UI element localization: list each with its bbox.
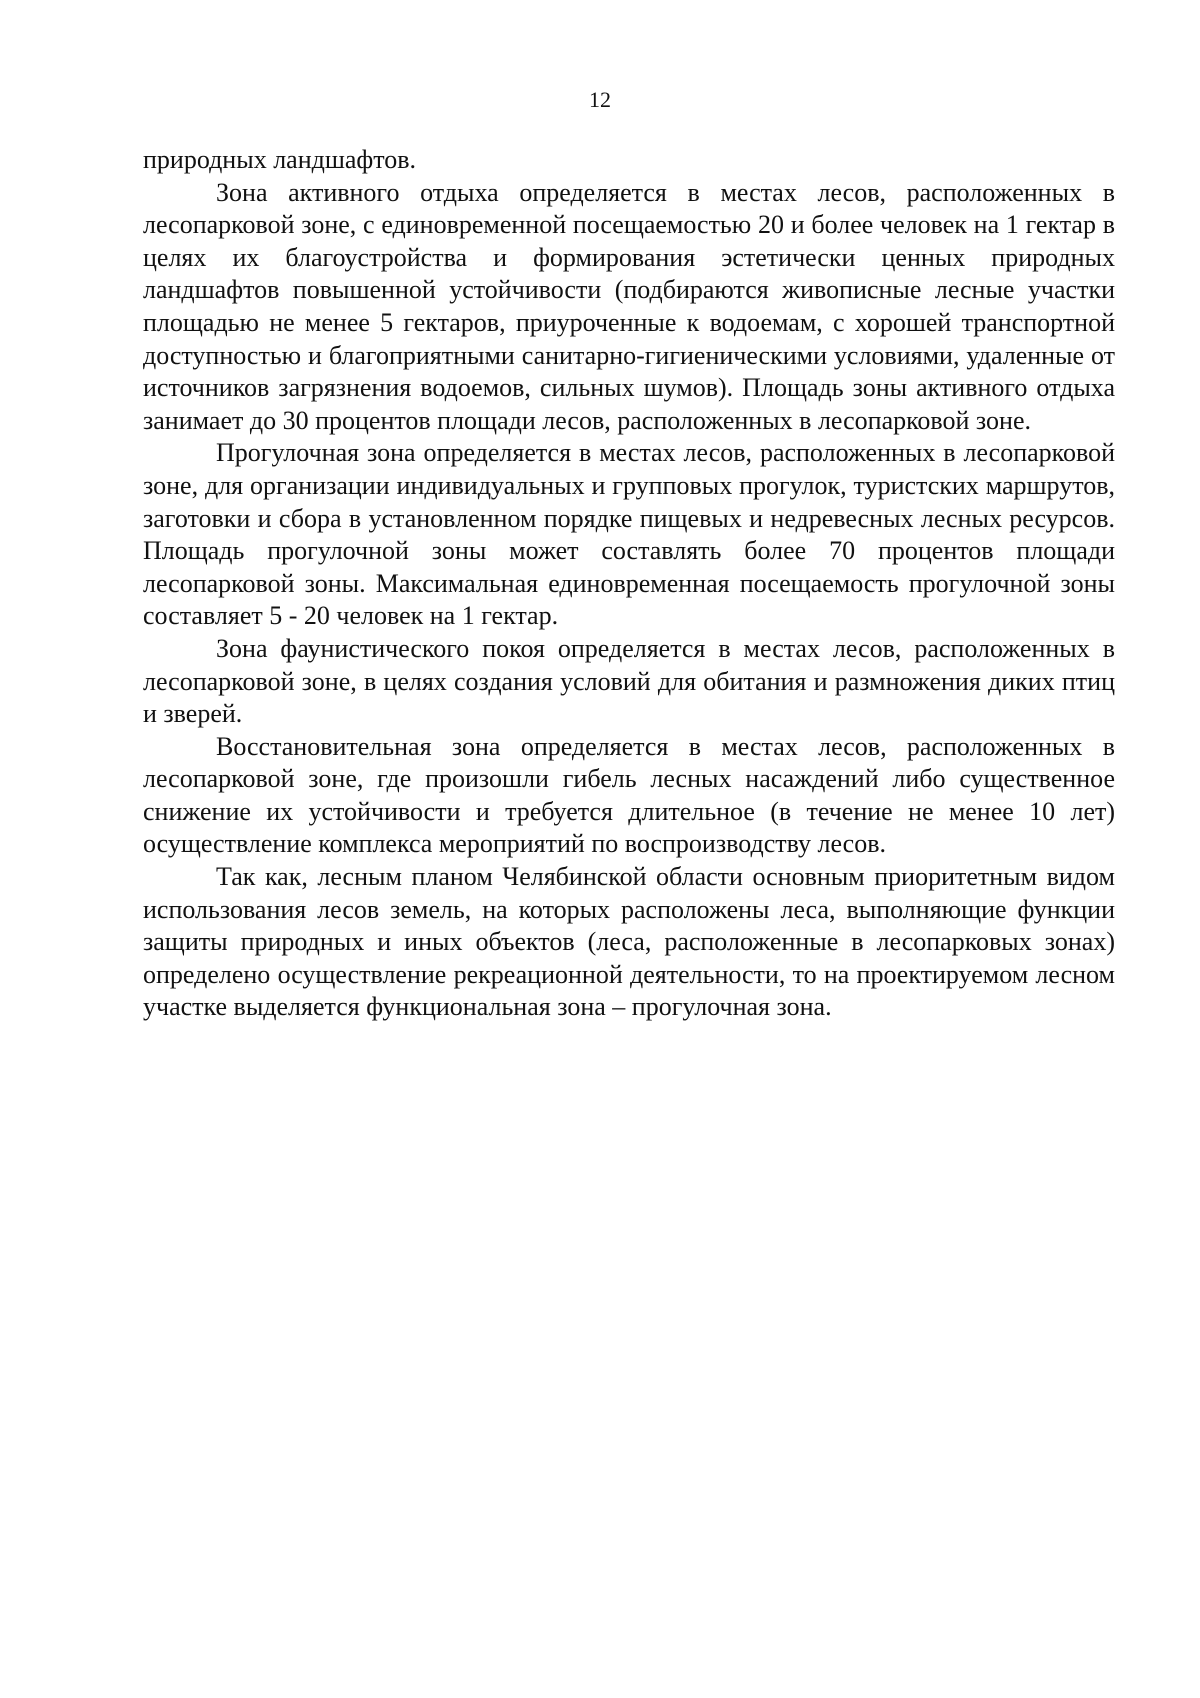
body-text [143, 144, 1115, 1024]
paragraph-continuation: природных ландшафтов. [143, 145, 417, 174]
paragraph-conclusion: Так как, лесным планом Челябинской области основным приоритетным видом использования лесов земель, на которых расположены леса, выполняющие функции защиты природных и иных объектов (леса, расположенные в лесопарковых зонах) определено осуществление рекреационной деятельности, то на проектируемом лесном участке выделяется функциональная зона – прогулочная зона. [143, 862, 1115, 1022]
paragraph-active-recreation-zone: Зона активного отдыха определяется в местах лесов, расположенных в лесопарковой зоне, с единовременной посещаемостью 20 и более человек на 1 гектар в целях их благоустройства и формирования эстетически ценных природных ландшафтов повышенной устойчивости (подбираются живописные лесные участки площадью не менее 5 гектаров, приуроченные к водоемам, с хорошей транспортной доступностью и благоприятными санитарно-гигиеническими условиями, удаленные от источников загрязнения водоемов, сильных шумов). Площадь зоны активного отдыха занимает до 30 процентов площади лесов, расположенных в лесопарковой зоне. [143, 177, 1115, 435]
paragraph-restoration-zone: Восстановительная зона определяется в местах лесов, расположенных в лесопарковой зоне, где произошли гибель лесных насаждений либо существенное снижение их устойчивости и требуется длительное (в течение не менее 10 лет) осуществление комплекса мероприятий по воспроизводству лесов. [143, 731, 1115, 859]
page-number: 12 [589, 87, 611, 112]
paragraph-walking-zone: Прогулочная зона определяется в местах лесов, расположенных в лесопарковой зоне, для организации индивидуальных и групповых прогулок, туристских маршрутов, заготовки и сбора в установленном порядке пищевых и недревесных лесных ресурсов. Площадь прогулочной зоны может составлять более 70 процентов площади лесопарковой зоны. Максимальная единовременная посещаемость прогулочной зоны составляет 5 - 20 человек на 1 гектар. [143, 438, 1115, 631]
paragraph-fauna-rest-zone: Зона фаунистического покоя определяется в местах лесов, расположенных в лесопарковой зоне, в целях создания условий для обитания и размножения диких птиц и зверей. [143, 633, 1115, 729]
